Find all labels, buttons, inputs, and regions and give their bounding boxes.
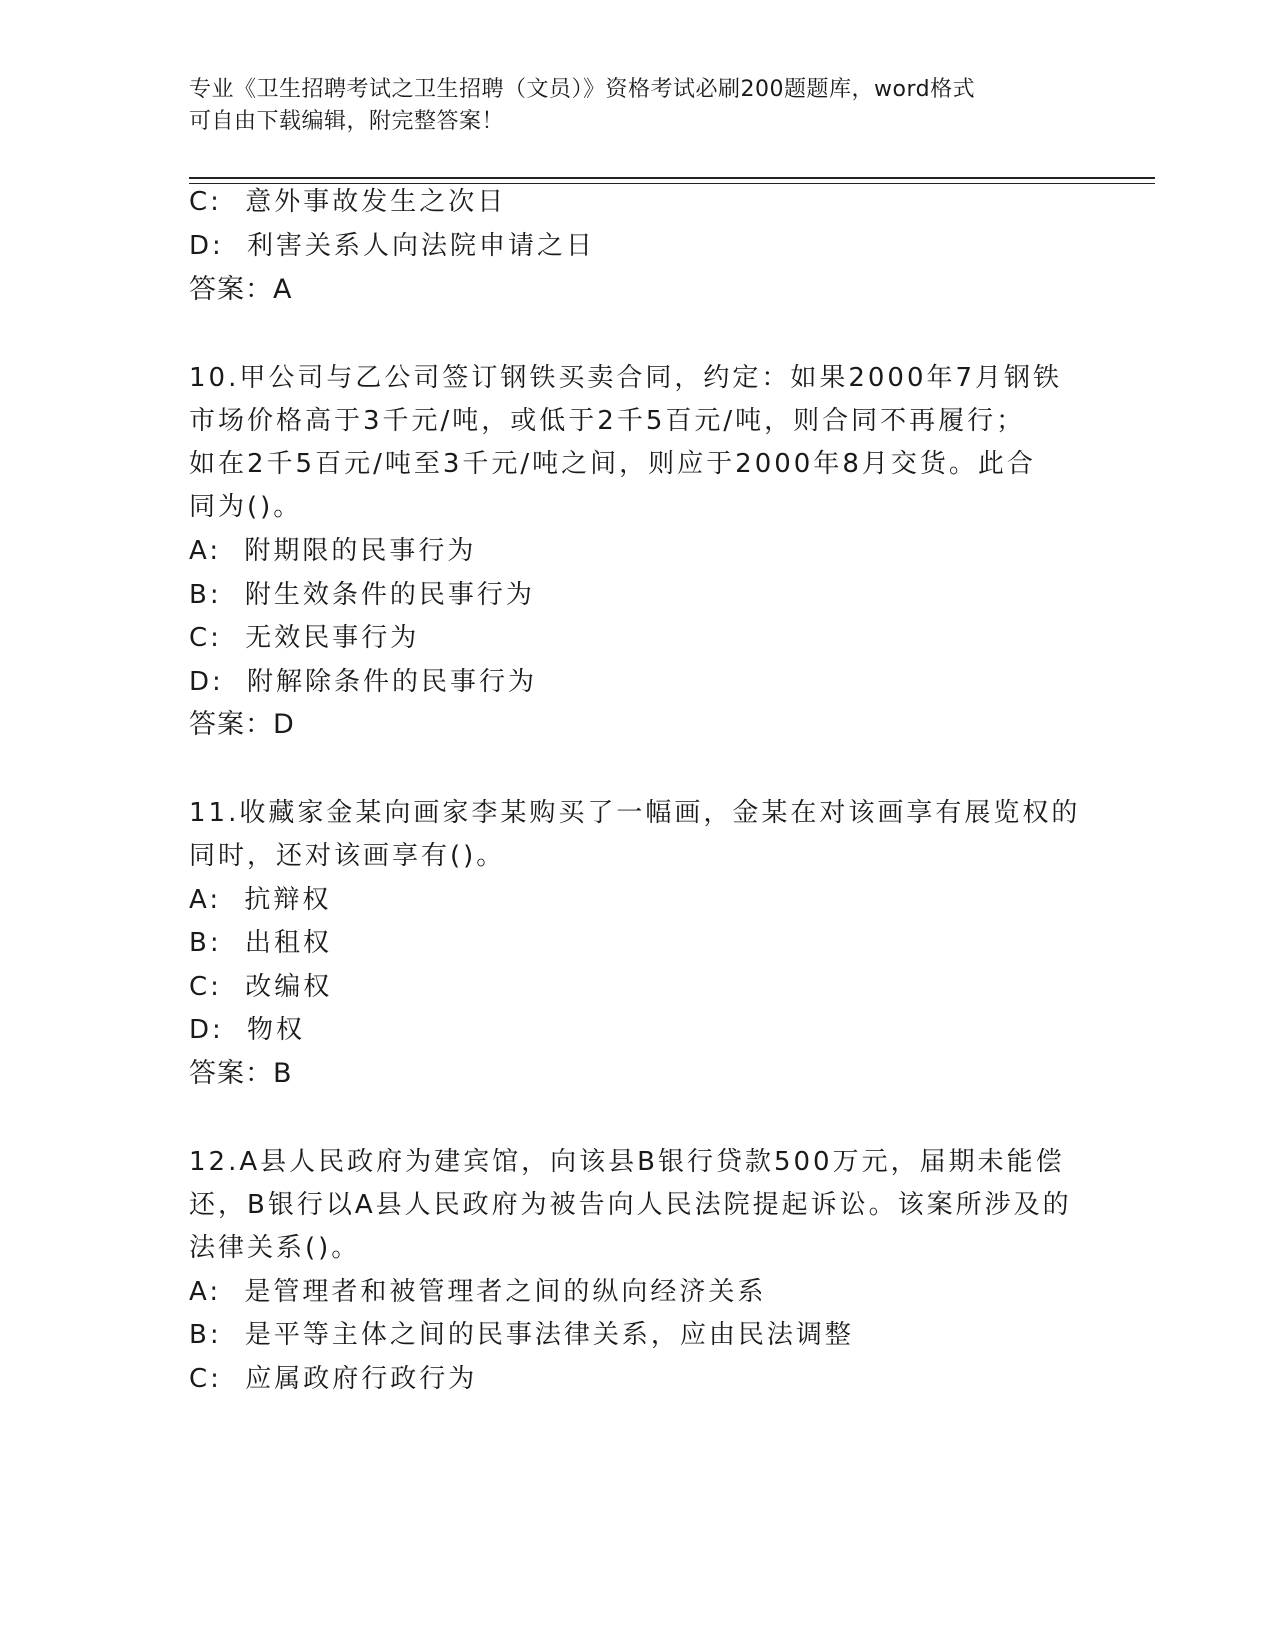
answer-line: 答案：D: [189, 709, 295, 740]
option-row: [189, 1318, 854, 1352]
option-text: 是管理者和被管理者之间的纵向经济关系: [244, 1277, 767, 1307]
question-12-stem-line-1: 12.A县人民政府为建宾馆，向该县B银行贷款500万元，届期未能偿: [189, 1147, 1065, 1177]
option-row: [189, 578, 535, 612]
option-row: [189, 1275, 766, 1309]
question-11-stem-line-1: 11.收藏家金某向画家李某购买了一幅画，金某在对该画享有展览权的: [189, 798, 1081, 828]
option-label: C:: [189, 972, 222, 1002]
option-label: B:: [189, 1320, 222, 1350]
option-label: A:: [189, 536, 222, 566]
option-label: C:: [189, 187, 222, 217]
option-row: [189, 665, 537, 699]
header-line-2: 可自由下载编辑，附完整答案！: [189, 109, 505, 134]
option-label: A:: [189, 1277, 222, 1307]
option-text: 物权: [247, 1015, 306, 1045]
option-text: 附生效条件的民事行为: [244, 580, 535, 610]
question-10-stem-line-1: 10.甲公司与乙公司签订钢铁买卖合同，约定：如果2000年7月钢铁: [189, 363, 1063, 393]
option-label: D:: [189, 667, 224, 697]
header-line-1: 专业《卫生招聘考试之卫生招聘（文员）》资格考试必刷200题题库，word格式: [189, 77, 976, 102]
page-header: [189, 74, 1069, 138]
option-label: B:: [189, 580, 222, 610]
option-label: C:: [189, 623, 222, 653]
option-row: [189, 185, 506, 219]
option-row: [189, 883, 331, 917]
option-text: 无效民事行为: [245, 623, 420, 653]
header-divider-thick: [189, 177, 1155, 179]
option-text: 附解除条件的民事行为: [247, 667, 538, 697]
option-text: 意外事故发生之次日: [245, 187, 507, 217]
option-row: [189, 229, 595, 263]
option-text: 出租权: [244, 928, 332, 958]
option-row: [189, 970, 332, 1004]
header-divider-thin: [189, 183, 1155, 184]
question-11-stem-line-2: 同时，还对该画享有()。: [189, 841, 506, 871]
option-row: [189, 1013, 305, 1047]
answer-line: 答案：B: [189, 1058, 293, 1089]
option-label: A:: [189, 885, 222, 915]
option-text: 是平等主体之间的民事法律关系，应由民法调整: [244, 1320, 854, 1350]
question-12-stem-line-2: 还，B银行以A县人民政府为被告向人民法院提起诉讼。该案所涉及的: [189, 1190, 1072, 1220]
option-text: 应属政府行政行为: [245, 1364, 478, 1394]
option-row: [189, 1362, 477, 1396]
question-10-stem-line-2: 市场价格高于3千元/吨，或低于2千5百元/吨，则合同不再履行；: [189, 406, 1026, 436]
option-text: 抗辩权: [244, 885, 332, 915]
option-label: B:: [189, 928, 222, 958]
question-10-stem-line-4: 同为()。: [189, 492, 303, 522]
option-row: [189, 621, 419, 655]
question-12-stem-line-3: 法律关系()。: [189, 1233, 361, 1263]
option-row: [189, 534, 476, 568]
option-label: D:: [189, 1015, 224, 1045]
option-row: [189, 926, 332, 960]
answer-line: 答案：A: [189, 274, 293, 305]
option-label: C:: [189, 1364, 222, 1394]
option-text: 附期限的民事行为: [244, 536, 477, 566]
option-text: 改编权: [245, 972, 333, 1002]
option-label: D:: [189, 231, 224, 261]
question-10-stem-line-3: 如在2千5百元/吨至3千元/吨之间，则应于2000年8月交货。此合: [189, 449, 1036, 479]
option-text: 利害关系人向法院申请之日: [247, 231, 596, 261]
